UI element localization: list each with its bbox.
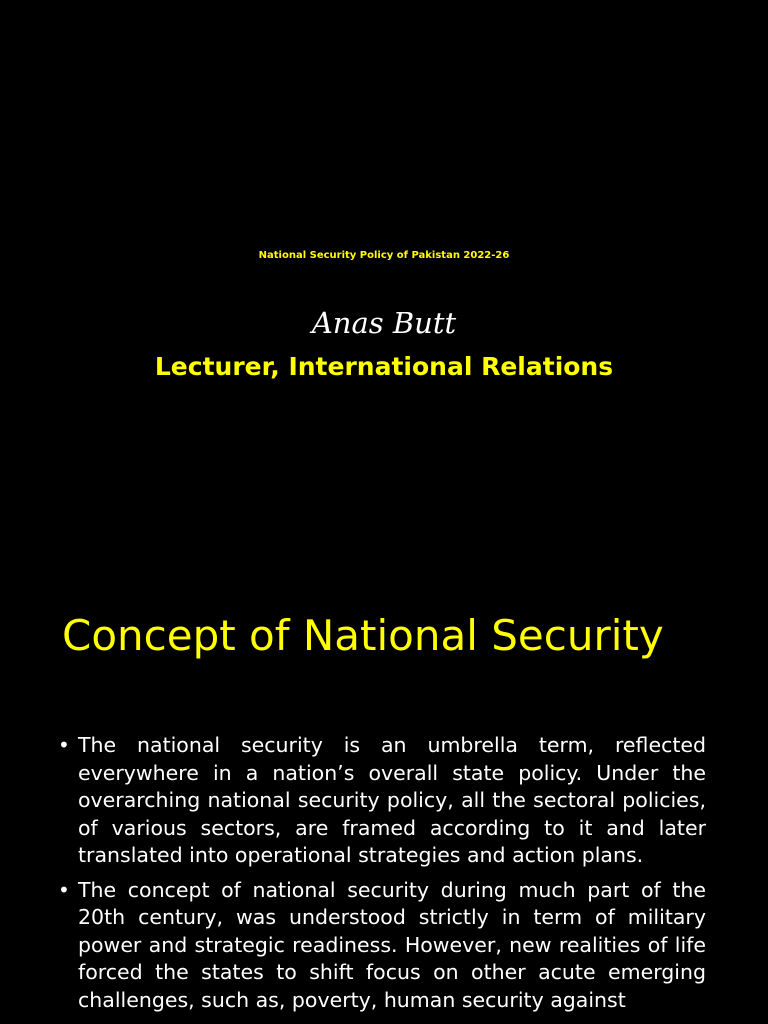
author-role: Lecturer, International Relations — [154, 352, 614, 381]
author-name: Anas Butt — [311, 306, 457, 340]
bullet-text: The concept of national security during much part of the 20th century, was understood strictly in term of military power and strategic readiness. However, new realities of life forced the states to shift focus on other acute emerging challenges, such as, poverty, human security against — [78, 877, 706, 1012]
presentation-title: National Security Policy of Pakistan 2022-26 — [258, 250, 510, 261]
slide-heading: Concept of National Security — [62, 611, 664, 660]
bullet-list — [58, 732, 706, 1021]
list-item — [58, 732, 706, 870]
bullet-icon: • — [58, 877, 70, 902]
bullet-icon: • — [58, 733, 70, 757]
content-slide — [0, 576, 768, 1024]
bullet-text: The national security is an umbrella term, reflected everywhere in a nation’s overall state policy. Under the overarching national security policy, all the sectoral policies, of various sectors, are framed according to it and later translated into operational strategies and action plans. — [78, 733, 706, 867]
list-item — [58, 877, 706, 1015]
